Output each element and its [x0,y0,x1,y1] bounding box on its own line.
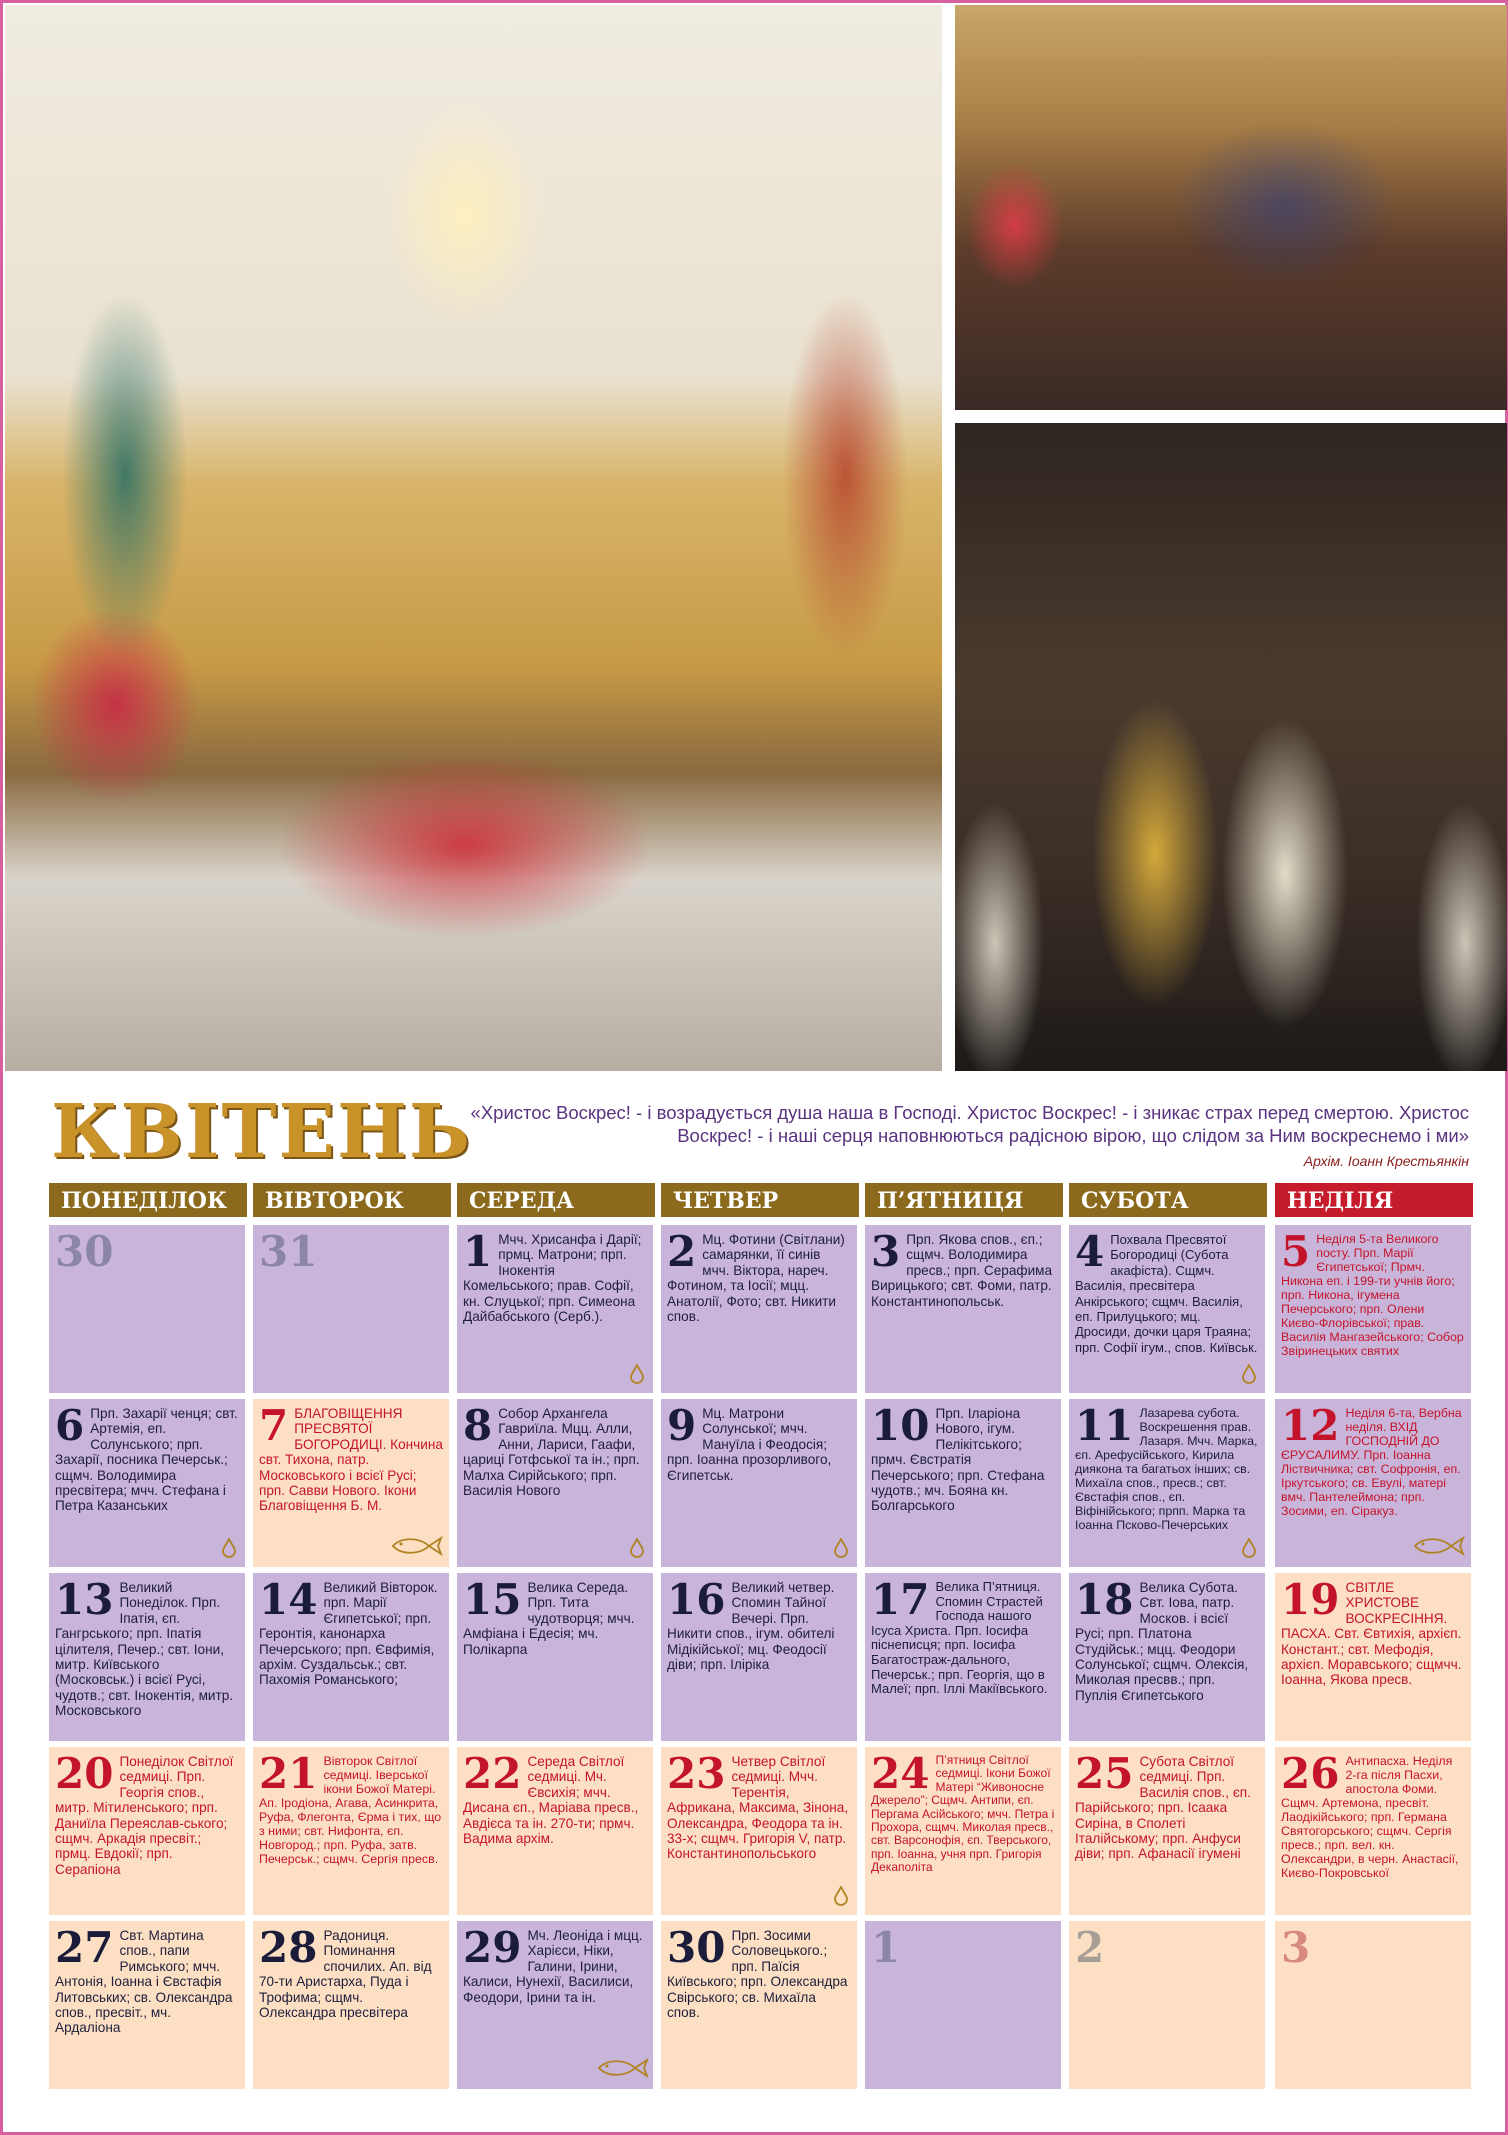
day-cell [253,1225,449,1393]
day-cell [661,1399,857,1567]
day-header-friday: П’ЯТНИЦЯ [865,1183,1063,1217]
oil-drop-icon [1241,1538,1257,1558]
oil-drop-icon [833,1538,849,1558]
fish-icon [597,2057,649,2079]
day-number: 16 [667,1575,726,1624]
day-saints: Антипасха. Неділя 2-га після Пасхи, апостола Фоми. Сщмч. Артемона, пресвіт. Лаодікійського; прп. Германа Святогорського; сщмч. Сергія пресв.; прп. вел. кн. Олександри, в черн. Анастасії, Києво-Покровської [1281,1754,1459,1880]
day-saints: П’ятниця Світлої седмиці. Ікони Божої Матері “Живоносне Джерело”; Сщмч. Антипи, єп. Пергама Асійського; мчч. Петра і Прохора, сщмч. Миколая пресв., свт. Варсонофія, єп. Тверського, прп. Іоанна, учня прп. Григорія Декаполіта [871,1753,1055,1875]
day-saints: Середа Світлої седмиці. Мч. Євсихія; мчч. Дисана єп., Маріава пресв., Авдієса та ін. 270-ти; прмч. Вадима архім. [463,1754,639,1847]
day-cell [865,1399,1061,1567]
day-saints: Великий Понеділок. Прп. Іпатія, єп. Гангрського; прп. Іпатія цілителя, Печер.; свт. Іони, митр. Київського (Московськ.) і всієї Русі, чудотв.; свт. Інокентія, митр. Московського [55,1580,234,1719]
day-number: 17 [871,1575,930,1624]
oil-drop-icon [629,1538,645,1558]
day-number: 7 [259,1401,289,1450]
day-number: 21 [259,1749,318,1798]
day-cell [865,1573,1061,1741]
day-cell [661,1921,857,2089]
day-number: 23 [667,1749,726,1798]
day-saints: Похвала Пресвятої Богородиці (Субота акафіста). Сщмч. Василія, пресвітера Анкірського; сщмч. Василія, еп. Прилуцького; мц. Дросиди, дочки царя Траяна; прп. Софії ігум., спов. Київськ. [1075,1232,1258,1355]
day-number: 18 [1075,1575,1134,1624]
day-number: 24 [871,1749,930,1798]
day-cell [49,1399,245,1567]
day-number: 5 [1281,1227,1311,1276]
day-number: 12 [1281,1401,1340,1450]
day-saints: Четвер Світлої седмиці. Мчч. Терентія, Африкана, Максима, Зінона, Олександра, Феодора та ін. 33-х; сщмч. Григорія V, патр. Константинопольського [667,1754,849,1862]
day-number: 2 [1075,1923,1105,1972]
day-saints: Неділя 6-та, Вербна неділя. ВХІД ГОСПОДНІЙ ДО ЄРУСАЛИМУ. Прп. Іоанна Ліствичника; свт. Софронія, еп. Іркутського; св. Евулі, матері вмч. Пантелеймона; прп. Зосими, еп. Сіракуз. [1281,1406,1462,1518]
epigraph-quote: «Христос Воскрес! - і возрадується душа наша в Господі. Христос Воскрес! - і зникає страх перед смертою. Христос Воскрес! - і наші серця наповнюються радісною вірою, що слідом за Ним воскреснемо і ми» [470,1102,1469,1146]
day-number: 19 [1281,1575,1340,1624]
day-cell [49,1921,245,2089]
day-cell [865,1747,1061,1915]
day-saints: Субота Світлої седмиці. Прп. Василія спов., єп. Парійського; прп. Ісаака Сиріна, в Сполеті Італійському; прп. Анфуси діви; прп. Афанасії ігумені [1075,1754,1251,1862]
day-saints: Велика Субота. Свт. Іова, патр. Москов. і всієї Русі; прп. Платона Студійськ.; мцц. Феодори Солунської; сщмч. Олексія, Миколая пресвв.; прп. Пуплія Єгипетського [1075,1580,1249,1703]
day-cell [457,1225,653,1393]
day-number: 29 [463,1923,522,1972]
oil-drop-icon [1241,1364,1257,1384]
fish-icon [1413,1535,1465,1557]
day-cell [49,1225,245,1393]
day-saints: Свт. Мартина спов., папи Римського; мчч. Антонія, Іоанна і Євстафія Литовських; св. Олександра спов., пресвіт., мч. Ардаліона [55,1928,233,2036]
day-number: 30 [55,1227,114,1276]
day-cell [661,1573,857,1741]
day-header-tuesday: ВІВТОРОК [253,1183,451,1217]
day-cell [457,1399,653,1567]
day-cell [1069,1573,1265,1741]
day-cell [253,1573,449,1741]
day-number: 14 [259,1575,318,1624]
day-number: 22 [463,1749,522,1798]
day-cell [865,1225,1061,1393]
day-saints: Мч. Леоніда і мцц. Харієси, Ніки, Галини, Ірини, Калиси, Нунехії, Василиси, Феодори, Ірини та ін. [463,1928,643,2005]
day-saints: Велика Середа. Прп. Тита чудотворця; мчч. Амфіана і Едесія; мч. Полікарпа [463,1580,635,1657]
oil-drop-icon [629,1364,645,1384]
day-saints: Прп. Якова спов., єп.; сщмч. Володимира пресв.; прп. Серафима Вирицького; свт. Фоми, патр. Константинопольськ. [871,1232,1053,1309]
day-saints: Лазарева субота. Воскрешення прав. Лазаря. Мчч. Марка, єп. Арефусійського, Кирила диякона та багатьох інших; св. Михаїла спов., пресв.; свт. Євстафія спов., єп. Віфінійського; прпп. Марка та Іоанна Псково-Печерських [1075,1406,1258,1532]
day-number: 28 [259,1923,318,1972]
day-number: 27 [55,1923,114,1972]
day-cell [661,1747,857,1915]
day-number: 3 [871,1227,901,1276]
day-cell [49,1573,245,1741]
oil-drop-icon [221,1538,237,1558]
day-number: 8 [463,1401,493,1450]
day-saints: Великий Вівторок. прп. Марії Єгипетської; прп. Геронтія, канонарха Печерського; прп. Євфимія, архім. Суздальськ.; свт. Пахомія Романського; [259,1580,438,1688]
day-cell [457,1747,653,1915]
day-cell [1069,1921,1265,2089]
day-saints: СВІТЛЕ ХРИСТОВЕ ВОСКРЕСІННЯ. ПАСХА. Свт. Євтихія, архієп. Констант.; свт. Мефодія, архієп. Моравського; сщмчч. Іоанна, Якова пресв. [1281,1580,1462,1688]
fish-icon [391,1535,443,1557]
day-number: 31 [259,1227,318,1276]
day-cell [253,1921,449,2089]
day-cell [1275,1573,1471,1741]
day-cell [49,1747,245,1915]
day-saints: Неділя 5-та Великого посту. Прп. Марії Єгипетської; Прмч. Никона еп. і 199-ти учнів його; прп. Никона, ігумена Печерського; прп. Олени Києво-Флорівської; прав. Василія Мангазейського; Собор Звіринецьких святих [1281,1232,1464,1358]
day-saints: Мчч. Хрисанфа і Дарії; прмц. Матрони; прп. Інокентія Комельського; прав. Софії, кн. Слуцької; прп. Симеона Дайбабського (Серб.). [463,1232,642,1325]
day-number: 10 [871,1401,930,1450]
day-saints: Велика П’ятниця. Спомин Страстей Господа нашого Ісуса Христа. Прп. Іосифа піснеписця; прп. Іосифа Багатостраж-дального, Печерськ.; прп. Георгія, що в Малеї; прп. Іллі Макіївського. [871,1579,1048,1697]
day-saints: Прп. Захарії ченця; свт. Артемія, еп. Солунського; прп. Захарії, посника Печерськ.; сщмч. Володимира пресвітера; мчч. Стефана і Петра Казанських [55,1406,238,1514]
day-header-saturday: СУБОТА [1069,1183,1267,1217]
day-number: 25 [1075,1749,1134,1798]
epigraph-author: Архім. Іоанн Крестьянкін [1303,1153,1469,1169]
day-number: 6 [55,1401,85,1450]
day-number: 13 [55,1575,114,1624]
day-number: 26 [1281,1749,1340,1798]
day-header-monday: ПОНЕДІЛОК [49,1183,247,1217]
day-saints: Собор Архангела Гавриїла. Мцц. Алли, Анни, Лариси, Гаафи, цариці Готфської та ін.; прп. Малха Сирійського; прп. Василія Нового [463,1406,640,1499]
day-number: 1 [463,1227,493,1276]
day-cell [1069,1747,1265,1915]
day-saints: Понеділок Світлої седмиці. Прп. Георгія спов., митр. Мітиленського; прп. Даниїла Переяслав-ського; сщмч. Аркадія пресвіт.; прмц. Евдокії; прп. Серапіона [55,1754,234,1877]
day-cell [457,1573,653,1741]
day-cell [1069,1225,1265,1393]
day-cell [1069,1399,1265,1567]
day-saints: Мц. Фотини (Світлани) самарянки, її синів мчч. Віктора, нареч. Фотином, та Іосії; мцц. Анатолії, Фото; свт. Никити спов. [667,1232,845,1325]
photo-worshippers-candles [955,5,1507,410]
day-header-thursday: ЧЕТВЕР [661,1183,859,1217]
day-number: 15 [463,1575,522,1624]
day-number: 2 [667,1227,697,1276]
day-number: 3 [1281,1923,1311,1972]
photo-iconostasis [5,5,942,1071]
day-header-sunday: НЕДІЛЯ [1275,1183,1473,1217]
day-cell [1275,1747,1471,1915]
day-cell [1275,1225,1471,1393]
day-number: 9 [667,1401,697,1450]
day-cell [865,1921,1061,2089]
day-saints: Великий четвер. Спомин Тайної Вечері. Прп. Никити спов., ігум. обителі Мідікійської; мц. Феодосії діви; прп. Іліріка [667,1580,835,1673]
day-cell [1275,1921,1471,2089]
day-cell [661,1225,857,1393]
month-title: КВІТЕНЬ [51,1089,472,1175]
day-number: 4 [1075,1227,1105,1276]
day-saints: БЛАГОВІЩЕННЯ ПРЕСВЯТОЇ БОГОРОДИЦІ. Кончина свт. Тихона, патр. Московського і всієї Русі; прп. Савви Нового. Ікони Благовіщення Б. М. [259,1406,443,1514]
day-number: 1 [871,1923,901,1972]
oil-drop-icon [833,1886,849,1906]
day-saints: Прп. Зосими Соловецького.; прп. Паїсія Київського; прп. Олександра Свірського; св. Михаїла спов. [667,1928,848,2021]
day-saints: Мц. Матрони Солунської; мчч. Мануїла і Феодосія; прп. Іоанна прозорливого, Єгипетськ. [667,1406,832,1483]
day-header-wednesday: СЕРЕДА [457,1183,655,1217]
photo-easter-procession [955,423,1507,1071]
day-number: 20 [55,1749,114,1798]
day-saints: Вівторок Світлої седмиці. Іверської ікони Божої Матері. Ап. Іродіона, Агава, Асинкрита, Руфа, Флегонта, Єрма і тих, що з ними; свт. Нифонта, єп. Новгород.; прп. Руфа, затв. Печерськ.; сщмч. Сергія пресв. [259,1754,442,1866]
day-cell [253,1747,449,1915]
day-number: 11 [1075,1401,1134,1450]
day-number: 30 [667,1923,726,1972]
day-saints: Прп. Іларіона Нового, ігум. Пелікітського; прмч. Євстратія Печерського; прп. Стефана чудотв.; мч. Бояна кн. Болгарського [871,1406,1045,1514]
day-saints: Радониця. Поминання спочилих. Ап. від 70-ти Аристарха, Пуда і Трофима; сщмч. Олександра пресвітера [259,1928,432,2021]
